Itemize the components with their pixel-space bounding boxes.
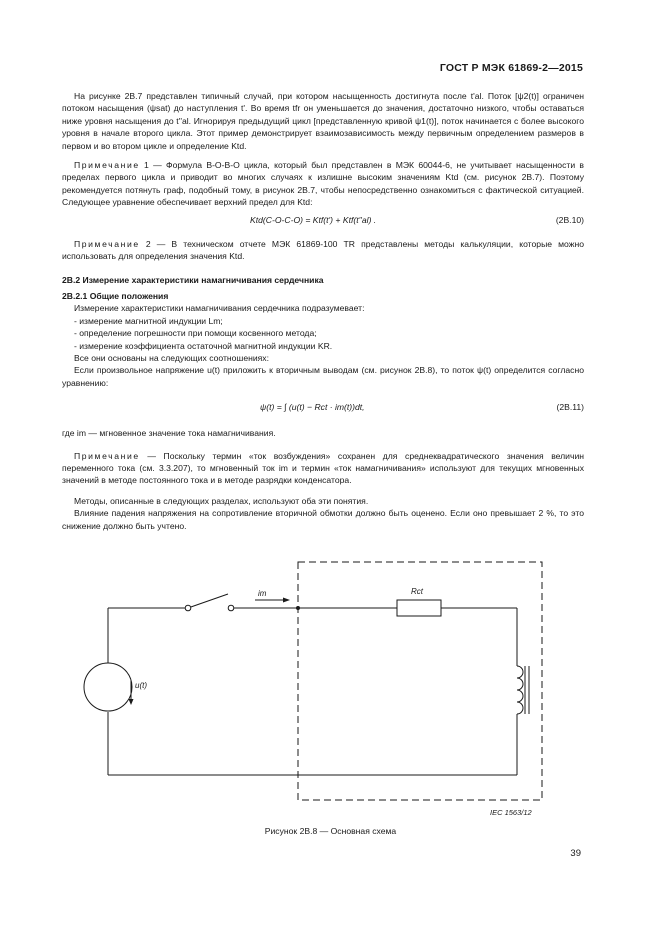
current-arrowhead-icon [283,598,290,603]
figure-reference: IEC 1563/12 [490,808,532,817]
formula-2b10-number: (2В.10) [555,214,584,225]
list-item-3: - измерение коэффициента остаточной магнитной индукции KR. [74,340,333,351]
paragraph-5: Влияние падения напряжения на сопротивление вторичной обмотки должно быть оценено. Если оно превышает 2 %, то это снижение должно быть учтено. [62,508,584,531]
paragraph-2: Если произвольное напряжение u(t) приложить к вторичным выводам (см. рисунок 2В.8), то поток ψ(t) определится согласно уравнению: [62,365,584,388]
formula-2b10-expr: Ktd(C-O-C-O) = Ktf(t') + Ktf(t''al) . [250,214,377,225]
note-2-label: Примечание [74,238,140,249]
paragraph-3: где im — мгновенное значение тока намагничивания. [62,428,276,439]
list-item-1: - измерение магнитной индукции Lm; [74,315,223,326]
note-1-label: Примечание [74,160,140,171]
list-item-2: - определение погрешности при помощи косвенного метода; [74,328,317,339]
note-3-text: — Поскольку термин «ток возбуждения» сохранен для среднеквадратического значения величин переменного тока (см. 3.3.207), то мгновенный ток im и термин «ток намагничивания» используют для текущих мгновенных значений в методе постоянного тока и в методе разрядки конденсатора. [62,450,584,486]
document-header: ГОСТ Р МЭК 61869-2—2015 [439,62,583,74]
note-3-label: Примечание [74,450,140,461]
transformer-boundary [298,562,542,800]
page-number: 39 [570,848,581,859]
paragraph-1: На рисунке 2В.7 представлен типичный случай, при котором насыщенность достигнута после t'al. Поток [ψ2(t)] ограничен потоком насыщения (ψsat) до наступления t'. Во время tfr он уменьшается до значения, достаточно низкого, чтобы оставаться ниже уровня насыщения до t''al. Игнорируя предыдущий цикл [представленную кривой ψ1(t)], поток начинается с более высокого уровня в начале второго цикла. Этот пример демонстрирует взаимозависимость между первичным определением размеров в первом и во втором цикле и определение Ktd. [62,91,584,151]
terminal-dot [296,606,300,610]
section-heading: 2В.2 Измерение характеристики намагничивания сердечника [62,275,324,286]
list-outro: Все они основаны на следующих соотношениях: [74,352,269,363]
formula-2b11-expr: ψ(t) = ∫ (u(t) − Rct · im(t))dt, [260,402,365,413]
winding-coil [517,666,523,714]
voltage-source [84,663,132,711]
switch-contact-left [185,605,191,611]
figure-caption: Рисунок 2В.8 — Основная схема [264,826,397,836]
label-ut: u(t) [135,681,147,690]
note-1-text: 1 — Формула В-О-В-О цикла, который был представлен в МЭК 60044-6, не учитывает насыщенности в пределах первого цикла и приводит во многих случаях к излишне высоким значениям Ktd (см. рисунок 2В.7). Поэтому рекомендуется потянуть граф, подобный тому, в рисунок 2В.7, чтобы непосредственно ознакомиться с фактической ситуацией. Следующее уравнение обеспечивает верхний предел для Ktd: [62,160,584,208]
paragraph-4: Методы, описанные в следующих разделах, используют оба эти понятия. [74,495,369,506]
list-intro: Измерение характеристики намагничивания сердечника подразумевает: [74,303,365,314]
label-rct: Rct [411,587,423,596]
resistor-rct [397,600,441,616]
label-im: im [258,589,267,598]
voltage-arrowhead-icon [129,699,134,705]
subsection-heading: 2В.2.1 Общие положения [62,290,169,301]
formula-2b11-number: (2В.11) [556,402,584,413]
switch-contact-right [228,605,234,611]
switch-blade [188,594,228,608]
note-2-text: 2 — В техническом отчете МЭК 61869-100 TR представлены методы калькуляции, которые можно использовать для определения значения Ktd. [62,238,584,262]
